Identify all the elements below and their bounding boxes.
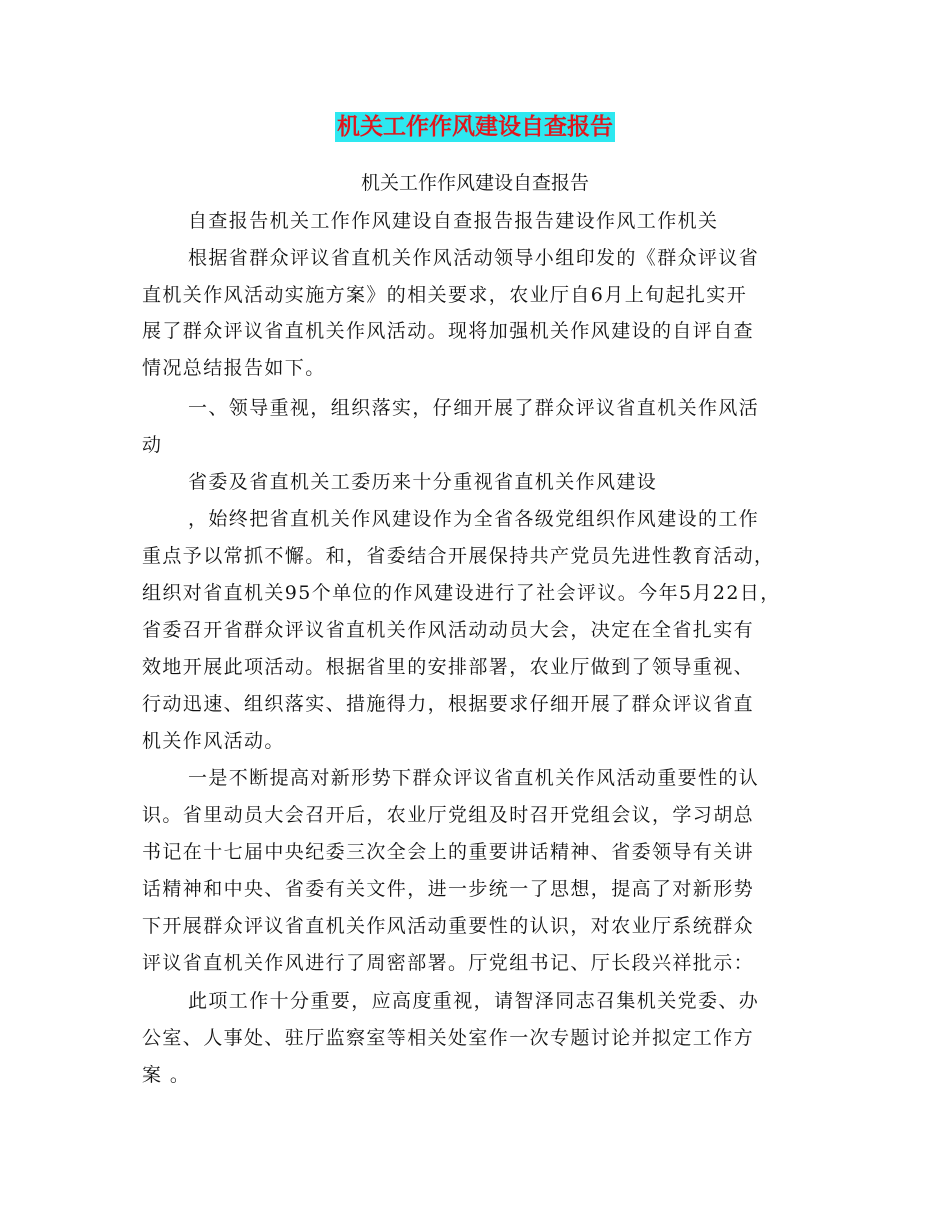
paragraph-line: 组织对省直机关95个单位的作风建设进行了社会评议。今年5月22日， [142, 582, 781, 604]
document-subtitle: 机关工作作风建设自查报告 [360, 172, 589, 194]
keywords-line: 自查报告机关工作作风建设自查报告报告建设作风工作机关 [188, 210, 719, 232]
paragraph-line: 展了群众评议省直机关作风活动。现将加强机关作风建设的自评自查 [142, 320, 755, 342]
section-heading-line: 一、领导重视，组织落实，仔细开展了群众评议省直机关作风活 [188, 397, 760, 419]
paragraph-line: 根据省群众评议省直机关作风活动领导小组印发的《群众评议省 [188, 247, 760, 269]
paragraph-line: 重点予以常抓不懈。和，省委结合开展保持共产党员先进性教育活动， [142, 545, 775, 567]
paragraph-line: 情况总结报告如下。 [142, 357, 326, 379]
paragraph-line: 书记在十七届中央纪委三次全会上的重要讲话精神、省委领导有关讲 [142, 841, 755, 863]
paragraph-line: 省委召开省群众评议省直机关作风活动动员大会，决定在全省扎实有 [142, 619, 755, 641]
paragraph-line: 识。省里动员大会召开后，农业厅党组及时召开党组会议，学习胡总 [142, 804, 755, 826]
paragraph-line: 效地开展此项活动。根据省里的安排部署，农业厅做到了领导重视、 [142, 656, 755, 678]
paragraph-line: 行动迅速、组织落实、措施得力，根据要求仔细开展了群众评议省直 [142, 693, 755, 715]
paragraph-line: 直机关作风活动实施方案》的相关要求，农业厅自6月上旬起扎实开 [142, 284, 748, 306]
paragraph-line: 省委及省直机关工委历来十分重视省直机关作风建设 [188, 471, 658, 493]
paragraph-line: 一是不断提高对新形势下群众评议省直机关作风活动重要性的认 [188, 767, 760, 789]
paragraph-line: 下开展群众评议省直机关作风活动重要性的认识，对农业厅系统群众 [142, 915, 755, 937]
paragraph-line: 评议省直机关作风进行了周密部署。厅党组书记、厅长段兴祥批示： [142, 952, 755, 974]
paragraph-line: 机关作风活动。 [142, 730, 285, 752]
paragraph-line: 公室、人事处、驻厅监察室等相关处室作一次专题讨论并拟定工作方 [142, 1027, 755, 1049]
title-container [0, 112, 950, 142]
paragraph-line: ，始终把省直机关作风建设作为全省各级党组织作风建设的工作 [188, 508, 760, 530]
section-heading-line: 动 [142, 434, 163, 456]
paragraph-line: 案 。 [142, 1064, 191, 1086]
paragraph-line: 话精神和中央、省委有关文件，进一步统一了思想，提高了对新形势 [142, 878, 755, 900]
document-title: 机关工作作风建设自查报告 [337, 114, 613, 140]
paragraph-line: 此项工作十分重要，应高度重视，请智泽同志召集机关党委、办 [188, 990, 760, 1012]
